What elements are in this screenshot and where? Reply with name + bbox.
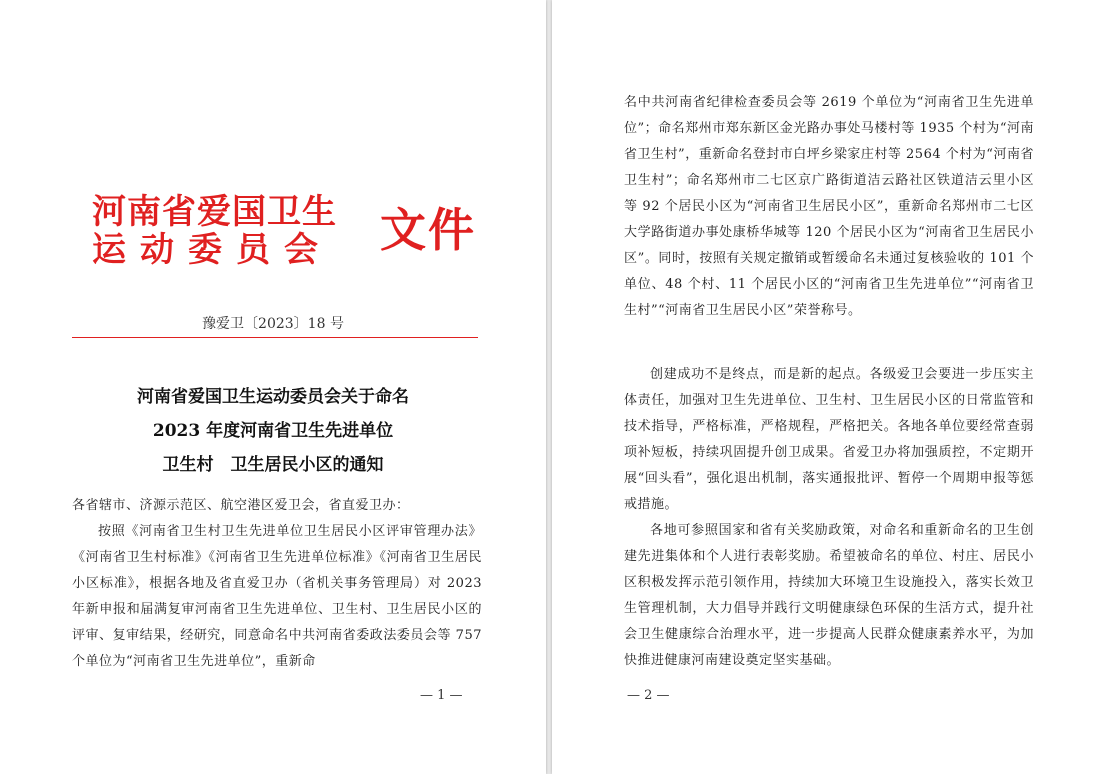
issuer-name-line1: 河南省爱国卫生 [92,192,337,232]
header-red-divider [72,337,478,338]
body-paragraph-1-continued: 名中共河南省纪律检查委员会等 2619 个单位为“河南省卫生先进单位”；命名郑州市郑东新区金光路办事处马楼村等 1935 个村为“河南省卫生村”，重新命名登封市白坪乡梁家庄村等 2564 个村为“河南省卫生村”；命名郑州市二七区京广路街道洁云路社区铁道洁云里小区等 92 个居民小区为“河南省卫生居民小区”，重新命名郑州市二七区大学路街道办事处康桥华城等 120 个居民小区为“河南省卫生居民小区”。同时，按照有关规定撤销或暂缓命名未通过复核验收的 101 个单位、48 个村、11 个居民小区的“河南省卫生先进单位”“河南省卫生村”“河南省卫生居民小区”荣誉称号。 [624,95,1034,318]
body-paragraph-2: 创建成功不是终点，而是新的起点。各级爱卫会要进一步压实主体责任，加强对卫生先进单位、卫生村、卫生居民小区的日常监管和技术指导，严格标准，严格规程，严格把关。各地各单位要经常查弱项补短板，持续巩固提升创卫成果。省爱卫办将加强质控，不定期开展“回头看”，强化退出机制，落实通报批评、暂停一个周期申报等惩戒措施。 [624,367,1034,512]
document-page-2 [552,0,1100,774]
body-paragraph-3: 各地可参照国家和省有关奖励政策，对命名和重新命名的卫生创建先进集体和个人进行表彰奖励。希望被命名的单位、村庄、居民小区积极发挥示范引领作用，持续加大环境卫生设施投入，落实长效卫生管理机制，大力倡导并践行文明健康绿色环保的生活方式，提升社会卫生健康综合治理水平，进一步提高人民群众健康素养水平，为加快推进健康河南建设奠定坚实基础。 [624,523,1034,668]
document-title-line3: 卫生村 卫生居民小区的通知 [162,455,384,475]
salutation: 各省辖市、济源示范区、航空港区爱卫会，省直爱卫办： [72,498,410,513]
document-title-line2: 2023 年度河南省卫生先进单位 [152,421,394,441]
page-number: — 1 — [420,688,463,703]
document-type-label: 文件 [380,203,476,257]
document-number: 豫爱卫〔2023〕18 号 [202,316,344,332]
page-number: — 2 — [627,688,670,703]
issuer-name-line2: 运动委员会 [92,230,332,270]
body-paragraph-1: 按照《河南省卫生村卫生先进单位卫生居民小区评审管理办法》《河南省卫生村标准》《河南省卫生先进单位标准》《河南省卫生居民小区标准》，根据各地及省直爱卫办（省机关事务管理局）对 2023 年新申报和届满复审河南省卫生先进单位、卫生村、卫生居民小区的评审、复审结果，经研究，同意命名中共河南省委政法委员会等 757 个单位为“河南省卫生先进单位”，重新命 [72,524,482,669]
document-page-1 [0,0,546,774]
document-title-line1: 河南省爱国卫生运动委员会关于命名 [137,387,409,407]
